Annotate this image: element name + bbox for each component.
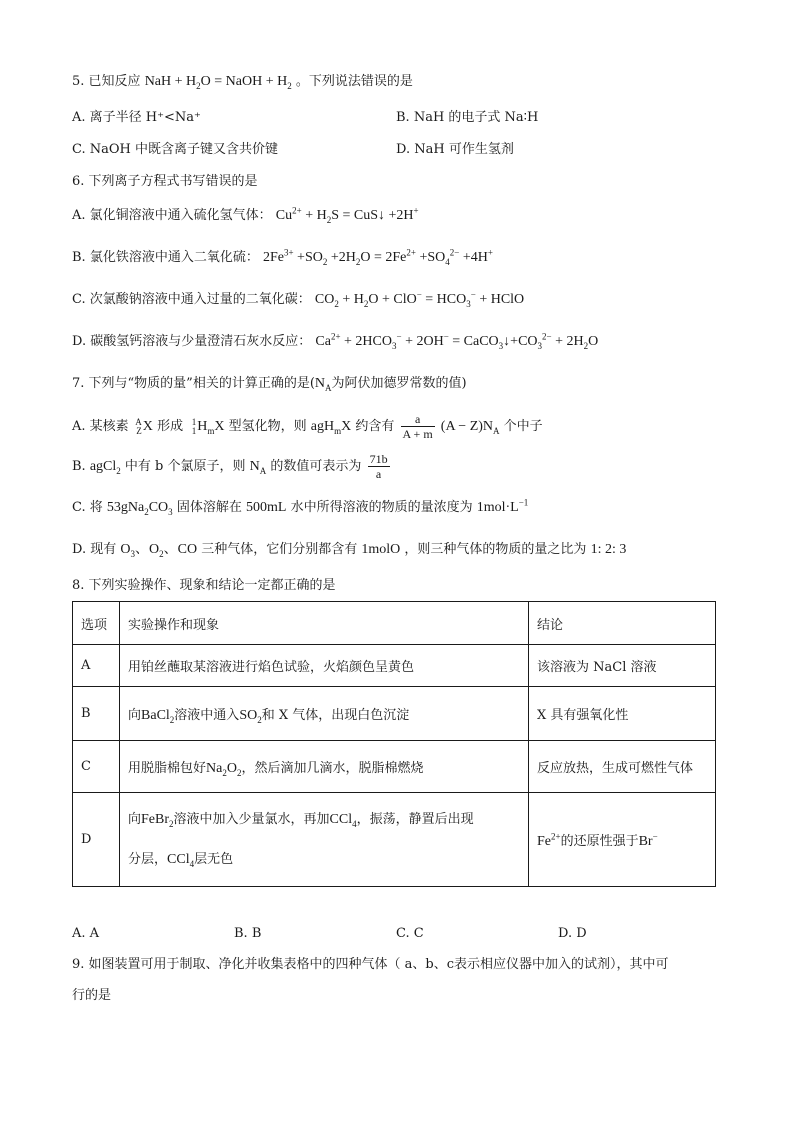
row-d-br: Br− (638, 830, 658, 849)
q6-d-equation: $Ca^{2+} + 2HCO_3^- + 2OH^-$ = $CaCO_3↓+CO_3^{2-} + 2H_2O$ (315, 331, 599, 351)
header-operation: 实验操作和现象 (120, 602, 529, 645)
q7-c-volume: 500mL (245, 500, 287, 515)
q6-option-c (72, 290, 524, 310)
q7-stem (72, 374, 467, 394)
q6-c-equation: $CO_2 + H_2O + ClO^- = HCO_3^-$ + HClO (314, 289, 525, 309)
table-row (73, 645, 716, 687)
q7-a-hydride: $H_mX$ (197, 419, 225, 436)
q7-option-b (72, 452, 392, 482)
q7-a-mid1: 形成 (157, 419, 184, 434)
q8-answer-c: C. C (396, 926, 424, 941)
q7-option-a (72, 412, 543, 441)
q7-c-mid2: 水中所得溶液的物质的量浓度为 (290, 500, 473, 515)
row-b-op-mid: 溶液中通入 (174, 707, 240, 723)
row-b-option: B (73, 687, 120, 741)
q7-a-expr: $(A - Z)N_A$ (440, 419, 500, 436)
q7-b-mid1: 中有 b 个氯原子，则 (124, 459, 246, 474)
q6-a-label: A. 氯化铜溶液中通入硫化氢气体： (72, 208, 272, 223)
row-d-op-mid2: ，振荡，静置后出现 (356, 811, 474, 827)
row-c-conclusion: 反应放热，生成可燃性气体 (529, 741, 716, 793)
q7-a-mass: agH$_m$X (310, 419, 352, 436)
q7-a-mid3: 约含有 (355, 419, 395, 434)
q5-option-a: A. 离子半径 H⁺<Na⁺ (72, 110, 201, 125)
q7-d-mid: 三种气体，它们分别都含有 (201, 542, 358, 557)
row-b-op-pre: 向 (128, 707, 142, 723)
q5-stem-prefix: 5. 已知反应 (72, 74, 141, 89)
row-d-fe2: $Fe^{2+}$ (537, 830, 561, 849)
row-c-op-mid: ，然后滴加几滴水，脱脂棉燃烧 (241, 760, 424, 776)
row-d-ccl4: CCl$_4$ (329, 811, 357, 829)
row-b-bacl2: BaCl$_2$ (141, 707, 175, 725)
row-a-operation: 用铂丝蘸取某溶液进行焰色试验，火焰颜色呈黄色 (120, 645, 529, 687)
header-option: 选项 (73, 602, 120, 645)
row-b-so2: $SO_2$ (239, 707, 262, 725)
row-d-operation (120, 793, 529, 887)
q7-a-nuclide: X (142, 419, 153, 434)
q7-stem-text: 7. 下列与“物质的量”相关的计算正确的是( (72, 376, 315, 391)
q6-c-label: C. 次氯酸钠溶液中通入过量的二氧化碳： (72, 292, 311, 307)
q6-b-label: B. 氯化铁溶液中通入二氧化硫： (72, 250, 259, 265)
row-d-op-line2-end: 层无色 (194, 851, 234, 867)
row-c-na2o2: $Na_2O_2$ (206, 760, 242, 778)
row-c-option: C (73, 741, 120, 793)
q5-equation: NaH + $H_2O$ = NaOH + $H_2$ (144, 74, 292, 91)
q7-c-conc: $1mol\cdot L^{-1}$ (476, 497, 529, 515)
row-d-op-mid: 溶液中加入少量氯水，再加 (173, 811, 330, 827)
q6-b-equation: $2Fe^{3+} +SO_2 +2H_2O = 2Fe^{2+} +SO_4^{2-} +4H^+$ (262, 247, 493, 267)
q7-a-h-script: 1 1 (191, 416, 197, 436)
q8-table (72, 601, 716, 887)
q7-na-symbol (315, 376, 332, 391)
header-conclusion: 结论 (529, 602, 716, 645)
row-d-op-pre: 向 (128, 811, 142, 827)
row-d-op-line2-pre: 分层， (128, 851, 168, 867)
q6-a-equation: $Cu^{2+} + H_2S$ = CuS↓ +2H+ (275, 205, 419, 225)
q6-option-b (72, 248, 493, 268)
q7-b-mass: agCl$_2$ (89, 459, 121, 476)
q5-stem-suffix: 。下列说法错误的是 (295, 74, 413, 89)
q7-a-fraction: $\frac{a}{A + m}$ (402, 412, 433, 441)
row-b-conclusion: X 具有强氧化性 (529, 687, 716, 741)
q7-b-fraction: $\frac{71b}{a}$ (369, 452, 388, 481)
row-b-op-mid2: 和 X 气体，出现白色沉淀 (261, 707, 410, 723)
q7-a-mid2: 型氢化物，则 (228, 419, 307, 434)
q7-d-prefix: D. 现有 (72, 542, 117, 557)
row-a-conclusion: 该溶液为 NaCl 溶液 (529, 645, 716, 687)
q7-b-na: $N_A$ (249, 459, 267, 476)
q8-answer-b: B. B (234, 926, 262, 941)
q7-c-mass: $53gNa_2CO_3$ (106, 500, 173, 517)
q7-c-prefix: C. 将 (72, 500, 103, 515)
q7-na-sub: A (325, 382, 332, 393)
q9-line1: 9. 如图装置可用于制取、净化并收集表格中的四种气体（ a、b、c表示相应仪器中加入的试剂），其中可 (72, 957, 669, 972)
q5-stem (72, 72, 413, 92)
table-row (73, 687, 716, 741)
q7-c-mid: 固体溶解在 (176, 500, 242, 515)
q7-option-c (72, 498, 528, 518)
q8-answer-a: A. A (72, 926, 100, 941)
q7-na-letter: N (314, 376, 326, 391)
q8-stem: 8. 下列实验操作、现象和结论一定都正确的是 (72, 578, 336, 593)
q7-b-prefix: B. (72, 459, 86, 474)
q7-d-gases: $O_3$、$O_2$、CO (120, 542, 198, 559)
row-d-option: D (73, 793, 120, 887)
q6-stem: 6. 下列离子方程式书写错误的是 (72, 174, 258, 189)
q7-stem-end: 为阿伏加德罗常数的值) (331, 376, 467, 391)
q6-d-label: D. 碳酸氢钙溶液与少量澄清石灰水反应： (72, 334, 312, 349)
q7-d-amount: 1molO (361, 542, 401, 557)
q5-option-c: C. NaOH 中既含离子键又含共价键 (72, 142, 279, 157)
row-a-option: A (73, 645, 120, 687)
q7-a-prefix: A. 某核素 (72, 419, 129, 434)
q5-option-b: B. NaH 的电子式 Na∶H (396, 110, 539, 125)
table-row (73, 741, 716, 793)
row-b-operation (120, 687, 529, 741)
q6-option-d (72, 332, 598, 352)
row-d-concl-mid: 的还原性强于 (560, 833, 639, 849)
row-c-operation (120, 741, 529, 793)
q5-option-d: D. NaH 可作生氢剂 (396, 142, 514, 157)
q9-line2: 行的是 (72, 988, 112, 1003)
row-d-ccl4-layer: CCl$_4$ (167, 851, 195, 869)
q7-d-mid2: ，则三种气体的物质的量之比为 (404, 542, 587, 557)
table-row (73, 793, 716, 887)
q6-option-a (72, 206, 419, 226)
q7-b-mid2: 的数值可表示为 (270, 459, 362, 474)
q7-a-nuclide-script: A Z (135, 416, 142, 436)
row-c-op-pre: 用脱脂棉包好 (128, 760, 207, 776)
q7-a-suffix: 个中子 (503, 419, 543, 434)
table-header-row (73, 602, 716, 645)
q7-d-ratio: 1: 2: 3 (590, 542, 627, 557)
q7-option-d (72, 540, 626, 560)
row-d-febr2: FeBr$_2$ (141, 811, 174, 829)
row-d-conclusion (529, 793, 716, 887)
q8-answer-d: D. D (558, 926, 587, 941)
